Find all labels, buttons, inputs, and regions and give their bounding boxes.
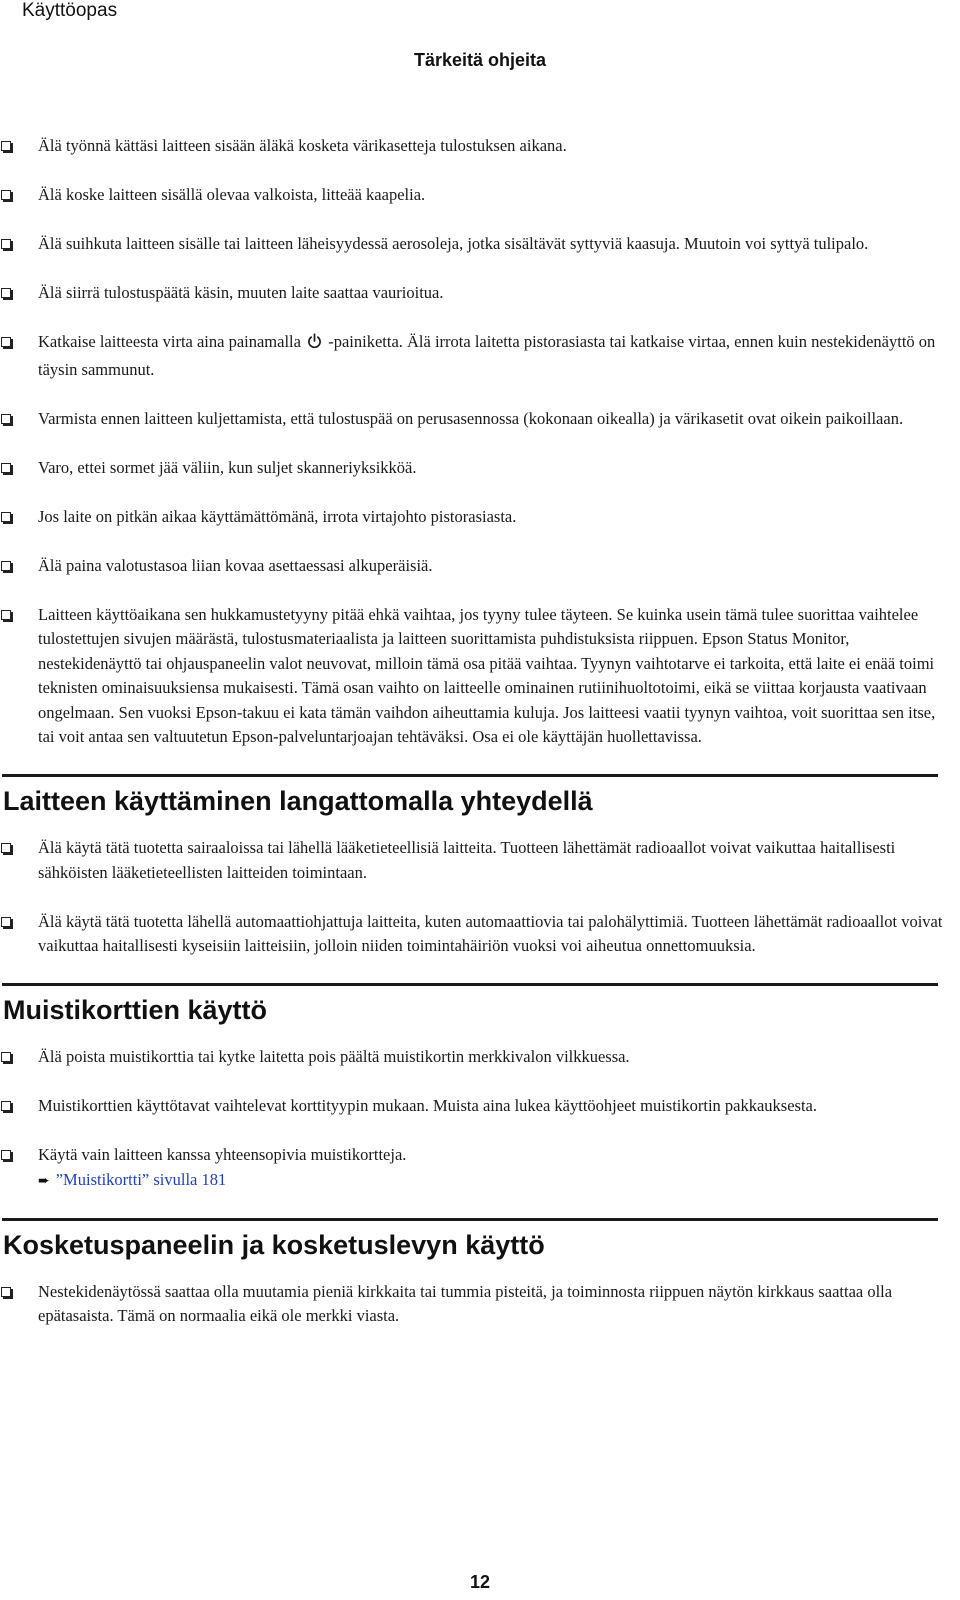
list-item — [0, 232, 960, 257]
list-item-text: Nestekidenäytössä saattaa olla muutamia pieniä kirkkaita tai tummia pisteitä, ja toiminnosta riippuen näytön kirkkaus saattaa olla epätasaista. Tämä on normaalia eikä ole merkki viasta. — [38, 1281, 893, 1325]
list-item-text: Älä käytä tätä tuotetta sairaaloissa tai lähellä lääketieteellisiä laitteita. Tuotteen lähettämät radioaallot voivat vaikuttaa haitallisesti sähköisten lääketieteellisten laitteiden toimintaan. — [38, 838, 896, 882]
checkbox-bullet-icon — [1, 512, 11, 522]
section-list — [0, 1045, 960, 1193]
list-item-text: Älä siirrä tulostuspäätä käsin, muuten laite saattaa vaurioitua. — [38, 283, 444, 302]
list-item-text: Älä suihkuta laitteen sisälle tai laitteen läheisyydessä aerosoleja, jotka sisältävät syttyviä kaasuja. Muutoin voi syttyä tulipalo. — [38, 234, 869, 253]
list-item-text: Älä poista muistikorttia tai kytke laitetta pois päältä muistikortin merkkivalon vilkkuessa. — [38, 1047, 630, 1066]
section-heading: Kosketuspaneelin ja kosketuslevyn käyttö — [3, 1229, 545, 1260]
list-item-text: Varmista ennen laitteen kuljettamista, että tulostuspää on perusasennossa (kokonaan oikealla) ja värikasetit ovat oikein paikoillaan. — [38, 408, 904, 428]
power-icon — [307, 333, 322, 358]
list-item — [0, 1143, 960, 1193]
section-divider — [2, 983, 938, 986]
checkbox-bullet-icon — [1, 1052, 11, 1062]
section-heading: Laitteen käyttäminen langattomalla yhteydellä — [3, 786, 593, 816]
list-item-text: Laitteen käyttöaikana sen hukkamustetyyny pitää ehkä vaihtaa, jos tyyny tulee täyteen. Se kuinka usein tämä tulee suorittaa vaihtelee tulostettujen sivujen määrästä, tulostusmateriaalista ja laitteen suorittamista puhdistuksista riippuen. Epson Status Monitor, nestekidenäyttö tai ohjauspaneelin valot neuvovat, milloin tämä osa pitää vaihtaa. Tyynyn vaihtotarve ei tarkoita, että laite ei enää toimi teknisten ominaisuuksiensa mukaisesti. Tämä osan vaihto on laitteelle ominainen rutiinihuoltotoimi, eikä se viittaa korjausta vaativaan ongelmaan. Sen vuoksi Epson-takuu ei kata tämän vaihdon aiheuttamia kuluja. Jos laitteesi vaatii tyynyn vaihtoa, voit suorittaa sen itse, tai voit antaa sen valtuutetun Epson-palveluntarjoajan tehtäväksi. Osa ei ole käyttäjän huollettavissa. — [38, 604, 936, 746]
section-list — [0, 836, 960, 959]
section-touch-panel — [0, 1218, 960, 1329]
list-item — [0, 505, 960, 530]
list-item — [0, 330, 960, 382]
list-item — [0, 1094, 960, 1119]
checkbox-bullet-icon — [1, 610, 11, 620]
checkbox-bullet-icon — [1, 414, 11, 424]
list-item — [0, 836, 960, 885]
list-item — [0, 456, 960, 481]
checkbox-bullet-icon — [1, 1287, 11, 1297]
section-wireless — [0, 774, 960, 959]
list-item-text: Älä työnnä kättäsi laitteen sisään äläkä kosketa värikasetteja tulostuksen aikana. — [38, 136, 567, 155]
list-item-text: Varo, ettei sormet jää väliin, kun suljet skanneriyksikköä. — [38, 457, 417, 477]
section-memory-cards — [0, 983, 960, 1193]
list-item — [0, 910, 960, 959]
checkbox-bullet-icon — [1, 1101, 11, 1111]
list-item — [0, 1280, 960, 1329]
checkbox-bullet-icon — [1, 141, 11, 151]
list-item-text-after-icon: -painiketta. Älä irrota laitetta pistorasiasta tai katkaise virtaa, ennen kuin nestekidenäyttö on täysin sammunut. — [38, 332, 936, 379]
checkbox-bullet-icon — [1, 843, 11, 853]
list-item-text: Älä käytä tätä tuotetta lähellä automaattiohjattuja laitteita, kuten automaattiovia tai palohälyttimiä. Tuotteen lähettämät radioaallot voivat vaikuttaa haitallisesti kyseisiin laitteisiin, jolloin niiden toimintahäiriön vuoksi voi aiheutua onnettomuuksia. — [38, 911, 943, 955]
list-item — [0, 603, 960, 750]
list-item-text: Käytä vain laitteen kanssa yhteensopivia muistikortteja. — [38, 1145, 407, 1164]
list-item-text: Muistikorttien käyttötavat vaihtelevat korttityypin mukaan. Muista aina lukea käyttöohjeet muistikortin pakkauksesta. — [38, 1096, 817, 1115]
checkbox-bullet-icon — [1, 463, 11, 473]
checkbox-bullet-icon — [1, 239, 11, 249]
section-list — [0, 1280, 960, 1329]
chapter-title: Tärkeitä ohjeita — [413, 50, 547, 70]
page-content — [0, 134, 960, 1353]
arrow-right-icon: ➨ — [38, 1172, 50, 1189]
list-item-text: Älä koske laitteen sisällä olevaa valkoista, litteää kaapelia. — [38, 185, 426, 204]
section-divider — [2, 1218, 938, 1221]
checkbox-bullet-icon — [1, 337, 11, 347]
list-item — [0, 281, 960, 306]
section-divider — [2, 774, 938, 777]
cross-reference — [38, 1168, 946, 1194]
list-item — [0, 134, 960, 159]
page-number: 12 — [469, 1572, 491, 1592]
list-item-text: Älä paina valotustasoa liian kovaa asettaessasi alkuperäisiä. — [38, 555, 433, 575]
list-item — [0, 407, 960, 432]
checkbox-bullet-icon — [1, 561, 11, 571]
list-item — [0, 183, 960, 208]
list-item-text-before-icon: Katkaise laitteesta virta aina painamalla — [38, 332, 301, 351]
list-item — [0, 554, 960, 579]
checkbox-bullet-icon — [1, 288, 11, 298]
checkbox-bullet-icon — [1, 190, 11, 200]
checkbox-bullet-icon — [1, 1150, 11, 1160]
cross-reference-link[interactable]: ”Muistikortti” sivulla 181 — [55, 1169, 227, 1189]
running-header: Käyttöopas — [22, 0, 118, 21]
section-heading: Muistikorttien käyttö — [3, 995, 268, 1025]
list-item-text: Jos laite on pitkän aikaa käyttämättömänä, irrota virtajohto pistorasiasta. — [38, 506, 517, 526]
list-item — [0, 1045, 960, 1070]
checkbox-bullet-icon — [1, 917, 11, 927]
intro-list — [0, 134, 960, 750]
